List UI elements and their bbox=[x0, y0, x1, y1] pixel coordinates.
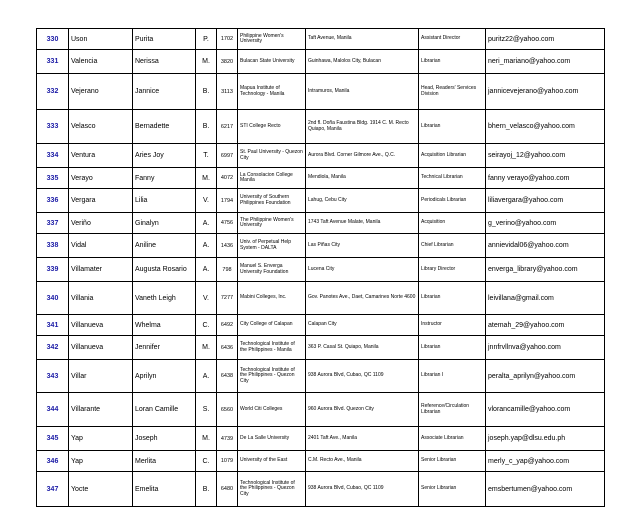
email-cell: joseph.yap@dlsu.edu.ph bbox=[486, 427, 605, 451]
institution-cell: Technological Institute of the Philippines - Quezon City bbox=[238, 472, 306, 507]
email-cell: fanny verayo@yahoo.com bbox=[486, 168, 605, 189]
member-code-cell: 1436 bbox=[217, 234, 238, 258]
email-cell: puritz22@yahoo.com bbox=[486, 29, 605, 50]
address-cell: 960 Aurora Blvd. Quezon City bbox=[306, 393, 419, 427]
address-cell: Intramuros, Manila bbox=[306, 74, 419, 110]
last-name-cell: Ventura bbox=[69, 144, 133, 168]
table-row bbox=[37, 451, 605, 472]
table-row bbox=[37, 74, 605, 110]
address-cell: 2401 Taft Ave., Manila bbox=[306, 427, 419, 451]
email-cell: vlorancamille@yahoo.com bbox=[486, 393, 605, 427]
table-row bbox=[37, 234, 605, 258]
first-name-cell: Aprilyn bbox=[133, 360, 196, 393]
table-row bbox=[37, 258, 605, 282]
position-cell: Acquisition bbox=[419, 213, 486, 234]
last-name-cell: Velasco bbox=[69, 110, 133, 144]
address-cell: Las Piñas City bbox=[306, 234, 419, 258]
address-cell: Lucena City bbox=[306, 258, 419, 282]
address-cell: Gov. Panotes Ave., Daet, Camarines Norte 4600 bbox=[306, 282, 419, 315]
last-name-cell: Veriño bbox=[69, 213, 133, 234]
address-cell: 1743 Taft Avenue Malate, Manila bbox=[306, 213, 419, 234]
row-number: 342 bbox=[37, 336, 69, 360]
middle-initial-cell: S. bbox=[196, 393, 217, 427]
table-body bbox=[37, 29, 605, 507]
member-code-cell: 1079 bbox=[217, 451, 238, 472]
email-cell: bhern_velasco@yahoo.com bbox=[486, 110, 605, 144]
row-number: 341 bbox=[37, 315, 69, 336]
address-cell: C.M. Recto Ave., Manila bbox=[306, 451, 419, 472]
row-number: 340 bbox=[37, 282, 69, 315]
last-name-cell: Villarante bbox=[69, 393, 133, 427]
first-name-cell: Aniline bbox=[133, 234, 196, 258]
row-number: 330 bbox=[37, 29, 69, 50]
member-code-cell: 6438 bbox=[217, 360, 238, 393]
table-row bbox=[37, 213, 605, 234]
table-row bbox=[37, 336, 605, 360]
institution-cell: Technological Institute of the Philippines - Quezon City bbox=[238, 360, 306, 393]
member-code-cell: 4072 bbox=[217, 168, 238, 189]
email-cell: merly_c_yap@yahoo.com bbox=[486, 451, 605, 472]
address-cell: Calapan City bbox=[306, 315, 419, 336]
first-name-cell: Purita bbox=[133, 29, 196, 50]
member-code-cell: 3113 bbox=[217, 74, 238, 110]
position-cell: Reference/Circulation Librarian bbox=[419, 393, 486, 427]
middle-initial-cell: M. bbox=[196, 50, 217, 74]
last-name-cell: Villamater bbox=[69, 258, 133, 282]
row-number: 334 bbox=[37, 144, 69, 168]
first-name-cell: Fanny bbox=[133, 168, 196, 189]
address-cell: Guinhawa, Malolos City, Bulacan bbox=[306, 50, 419, 74]
middle-initial-cell: A. bbox=[196, 213, 217, 234]
member-code-cell: 6997 bbox=[217, 144, 238, 168]
member-code-cell: 6560 bbox=[217, 393, 238, 427]
email-cell: leivillana@gmail.com bbox=[486, 282, 605, 315]
position-cell: Chief Librarian bbox=[419, 234, 486, 258]
position-cell: Librarian bbox=[419, 336, 486, 360]
email-cell: g_verino@yahoo.com bbox=[486, 213, 605, 234]
middle-initial-cell: A. bbox=[196, 258, 217, 282]
first-name-cell: Whelma bbox=[133, 315, 196, 336]
table-row bbox=[37, 29, 605, 50]
email-cell: atemah_29@yahoo.com bbox=[486, 315, 605, 336]
member-code-cell: 3820 bbox=[217, 50, 238, 74]
email-cell: emsbertumen@yahoo.com bbox=[486, 472, 605, 507]
institution-cell: Mapua Institute of Technology - Manila bbox=[238, 74, 306, 110]
row-number: 347 bbox=[37, 472, 69, 507]
table-row bbox=[37, 472, 605, 507]
member-code-cell: 6480 bbox=[217, 472, 238, 507]
table-row bbox=[37, 427, 605, 451]
middle-initial-cell: C. bbox=[196, 451, 217, 472]
email-cell: neri_mariano@yahoo.com bbox=[486, 50, 605, 74]
institution-cell: STI College Recto bbox=[238, 110, 306, 144]
position-cell: Assistant Director bbox=[419, 29, 486, 50]
position-cell: Library Director bbox=[419, 258, 486, 282]
position-cell: Senior Librarian bbox=[419, 472, 486, 507]
first-name-cell: Augusta Rosario bbox=[133, 258, 196, 282]
last-name-cell: Vergara bbox=[69, 189, 133, 213]
last-name-cell: Yocte bbox=[69, 472, 133, 507]
position-cell: Head, Readers' Services Division bbox=[419, 74, 486, 110]
first-name-cell: Emelita bbox=[133, 472, 196, 507]
middle-initial-cell: V. bbox=[196, 189, 217, 213]
institution-cell: Manuel S. Enverga University Foundation bbox=[238, 258, 306, 282]
institution-cell: St. Paul University - Quezon City bbox=[238, 144, 306, 168]
row-number: 333 bbox=[37, 110, 69, 144]
position-cell: Acquisition Librarian bbox=[419, 144, 486, 168]
first-name-cell: Joseph bbox=[133, 427, 196, 451]
member-code-cell: 4739 bbox=[217, 427, 238, 451]
table-row bbox=[37, 144, 605, 168]
first-name-cell: Lilia bbox=[133, 189, 196, 213]
table-row bbox=[37, 282, 605, 315]
email-cell: seirayoj_12@yahoo.com bbox=[486, 144, 605, 168]
address-cell: Mendiola, Manila bbox=[306, 168, 419, 189]
last-name-cell: Villar bbox=[69, 360, 133, 393]
table-row bbox=[37, 110, 605, 144]
row-number: 346 bbox=[37, 451, 69, 472]
institution-cell: World Citi Colleges bbox=[238, 393, 306, 427]
first-name-cell: Jennifer bbox=[133, 336, 196, 360]
member-code-cell: 798 bbox=[217, 258, 238, 282]
row-number: 337 bbox=[37, 213, 69, 234]
row-number: 344 bbox=[37, 393, 69, 427]
table-row bbox=[37, 189, 605, 213]
address-cell: 938 Aurora Blvd, Cubao, QC 1109 bbox=[306, 472, 419, 507]
table-row bbox=[37, 315, 605, 336]
institution-cell: The Philippine Women's University bbox=[238, 213, 306, 234]
middle-initial-cell: M. bbox=[196, 168, 217, 189]
first-name-cell: Aries Joy bbox=[133, 144, 196, 168]
address-cell: Taft Avenue, Manila bbox=[306, 29, 419, 50]
member-code-cell: 6217 bbox=[217, 110, 238, 144]
middle-initial-cell: B. bbox=[196, 472, 217, 507]
directory-table bbox=[36, 28, 605, 507]
first-name-cell: Ginalyn bbox=[133, 213, 196, 234]
last-name-cell: Villanueva bbox=[69, 336, 133, 360]
position-cell: Associate Librarian bbox=[419, 427, 486, 451]
middle-initial-cell: B. bbox=[196, 74, 217, 110]
email-cell: jannicevejerano@yahoo.com bbox=[486, 74, 605, 110]
institution-cell: Bulacan State University bbox=[238, 50, 306, 74]
middle-initial-cell: B. bbox=[196, 110, 217, 144]
last-name-cell: Vidal bbox=[69, 234, 133, 258]
middle-initial-cell: V. bbox=[196, 282, 217, 315]
middle-initial-cell: M. bbox=[196, 336, 217, 360]
address-cell: Aurora Blvd. Corner Gilmore Ave., Q.C. bbox=[306, 144, 419, 168]
member-code-cell: 6436 bbox=[217, 336, 238, 360]
last-name-cell: Vejerano bbox=[69, 74, 133, 110]
table-row bbox=[37, 168, 605, 189]
institution-cell: Philippine Women's University bbox=[238, 29, 306, 50]
position-cell: Librarian I bbox=[419, 360, 486, 393]
table-row bbox=[37, 50, 605, 74]
last-name-cell: Valencia bbox=[69, 50, 133, 74]
institution-cell: La Consolacion College Manila bbox=[238, 168, 306, 189]
last-name-cell: Villanueva bbox=[69, 315, 133, 336]
email-cell: jnnfrvllnva@yahoo.com bbox=[486, 336, 605, 360]
email-cell: annievidal06@yahoo.com bbox=[486, 234, 605, 258]
position-cell: Instructor bbox=[419, 315, 486, 336]
member-code-cell: 1794 bbox=[217, 189, 238, 213]
institution-cell: Mabini Colleges, Inc. bbox=[238, 282, 306, 315]
address-cell: Lahug, Cebu City bbox=[306, 189, 419, 213]
institution-cell: University of the East bbox=[238, 451, 306, 472]
middle-initial-cell: T. bbox=[196, 144, 217, 168]
email-cell: peralta_aprilyn@yahoo.com bbox=[486, 360, 605, 393]
position-cell: Librarian bbox=[419, 282, 486, 315]
first-name-cell: Nerissa bbox=[133, 50, 196, 74]
table-row bbox=[37, 360, 605, 393]
address-cell: 2nd fl. Doña Faustina Bldg. 1914 C. M. Recto Quiapo, Manila bbox=[306, 110, 419, 144]
table-row bbox=[37, 393, 605, 427]
position-cell: Librarian bbox=[419, 110, 486, 144]
first-name-cell: Bernadette bbox=[133, 110, 196, 144]
row-number: 331 bbox=[37, 50, 69, 74]
last-name-cell: Yap bbox=[69, 451, 133, 472]
member-code-cell: 7277 bbox=[217, 282, 238, 315]
institution-cell: De La Salle University bbox=[238, 427, 306, 451]
member-code-cell: 1702 bbox=[217, 29, 238, 50]
first-name-cell: Jannice bbox=[133, 74, 196, 110]
row-number: 335 bbox=[37, 168, 69, 189]
address-cell: 363 P. Casal St. Quiapo, Manila bbox=[306, 336, 419, 360]
middle-initial-cell: A. bbox=[196, 360, 217, 393]
last-name-cell: Uson bbox=[69, 29, 133, 50]
row-number: 338 bbox=[37, 234, 69, 258]
institution-cell: University of Southern Philippines Foundation bbox=[238, 189, 306, 213]
position-cell: Senior Librarian bbox=[419, 451, 486, 472]
first-name-cell: Loran Camille bbox=[133, 393, 196, 427]
position-cell: Librarian bbox=[419, 50, 486, 74]
middle-initial-cell: C. bbox=[196, 315, 217, 336]
last-name-cell: Verayo bbox=[69, 168, 133, 189]
position-cell: Technical Librarian bbox=[419, 168, 486, 189]
member-code-cell: 4756 bbox=[217, 213, 238, 234]
email-cell: enverga_library@yahoo.com bbox=[486, 258, 605, 282]
middle-initial-cell: M. bbox=[196, 427, 217, 451]
institution-cell: Technological Institute of the Philippines - Manila bbox=[238, 336, 306, 360]
row-number: 343 bbox=[37, 360, 69, 393]
row-number: 339 bbox=[37, 258, 69, 282]
middle-initial-cell: A. bbox=[196, 234, 217, 258]
address-cell: 938 Aurora Blvd, Cubao, QC 1109 bbox=[306, 360, 419, 393]
institution-cell: Univ. of Perpetual Help System - DALTA bbox=[238, 234, 306, 258]
first-name-cell: Merlita bbox=[133, 451, 196, 472]
last-name-cell: Yap bbox=[69, 427, 133, 451]
first-name-cell: Vaneth Leigh bbox=[133, 282, 196, 315]
last-name-cell: Villania bbox=[69, 282, 133, 315]
row-number: 336 bbox=[37, 189, 69, 213]
email-cell: liliavergara@yahoo.com bbox=[486, 189, 605, 213]
institution-cell: City College of Calapan bbox=[238, 315, 306, 336]
member-code-cell: 6492 bbox=[217, 315, 238, 336]
row-number: 332 bbox=[37, 74, 69, 110]
position-cell: Periodicals Librarian bbox=[419, 189, 486, 213]
middle-initial-cell: P. bbox=[196, 29, 217, 50]
row-number: 345 bbox=[37, 427, 69, 451]
